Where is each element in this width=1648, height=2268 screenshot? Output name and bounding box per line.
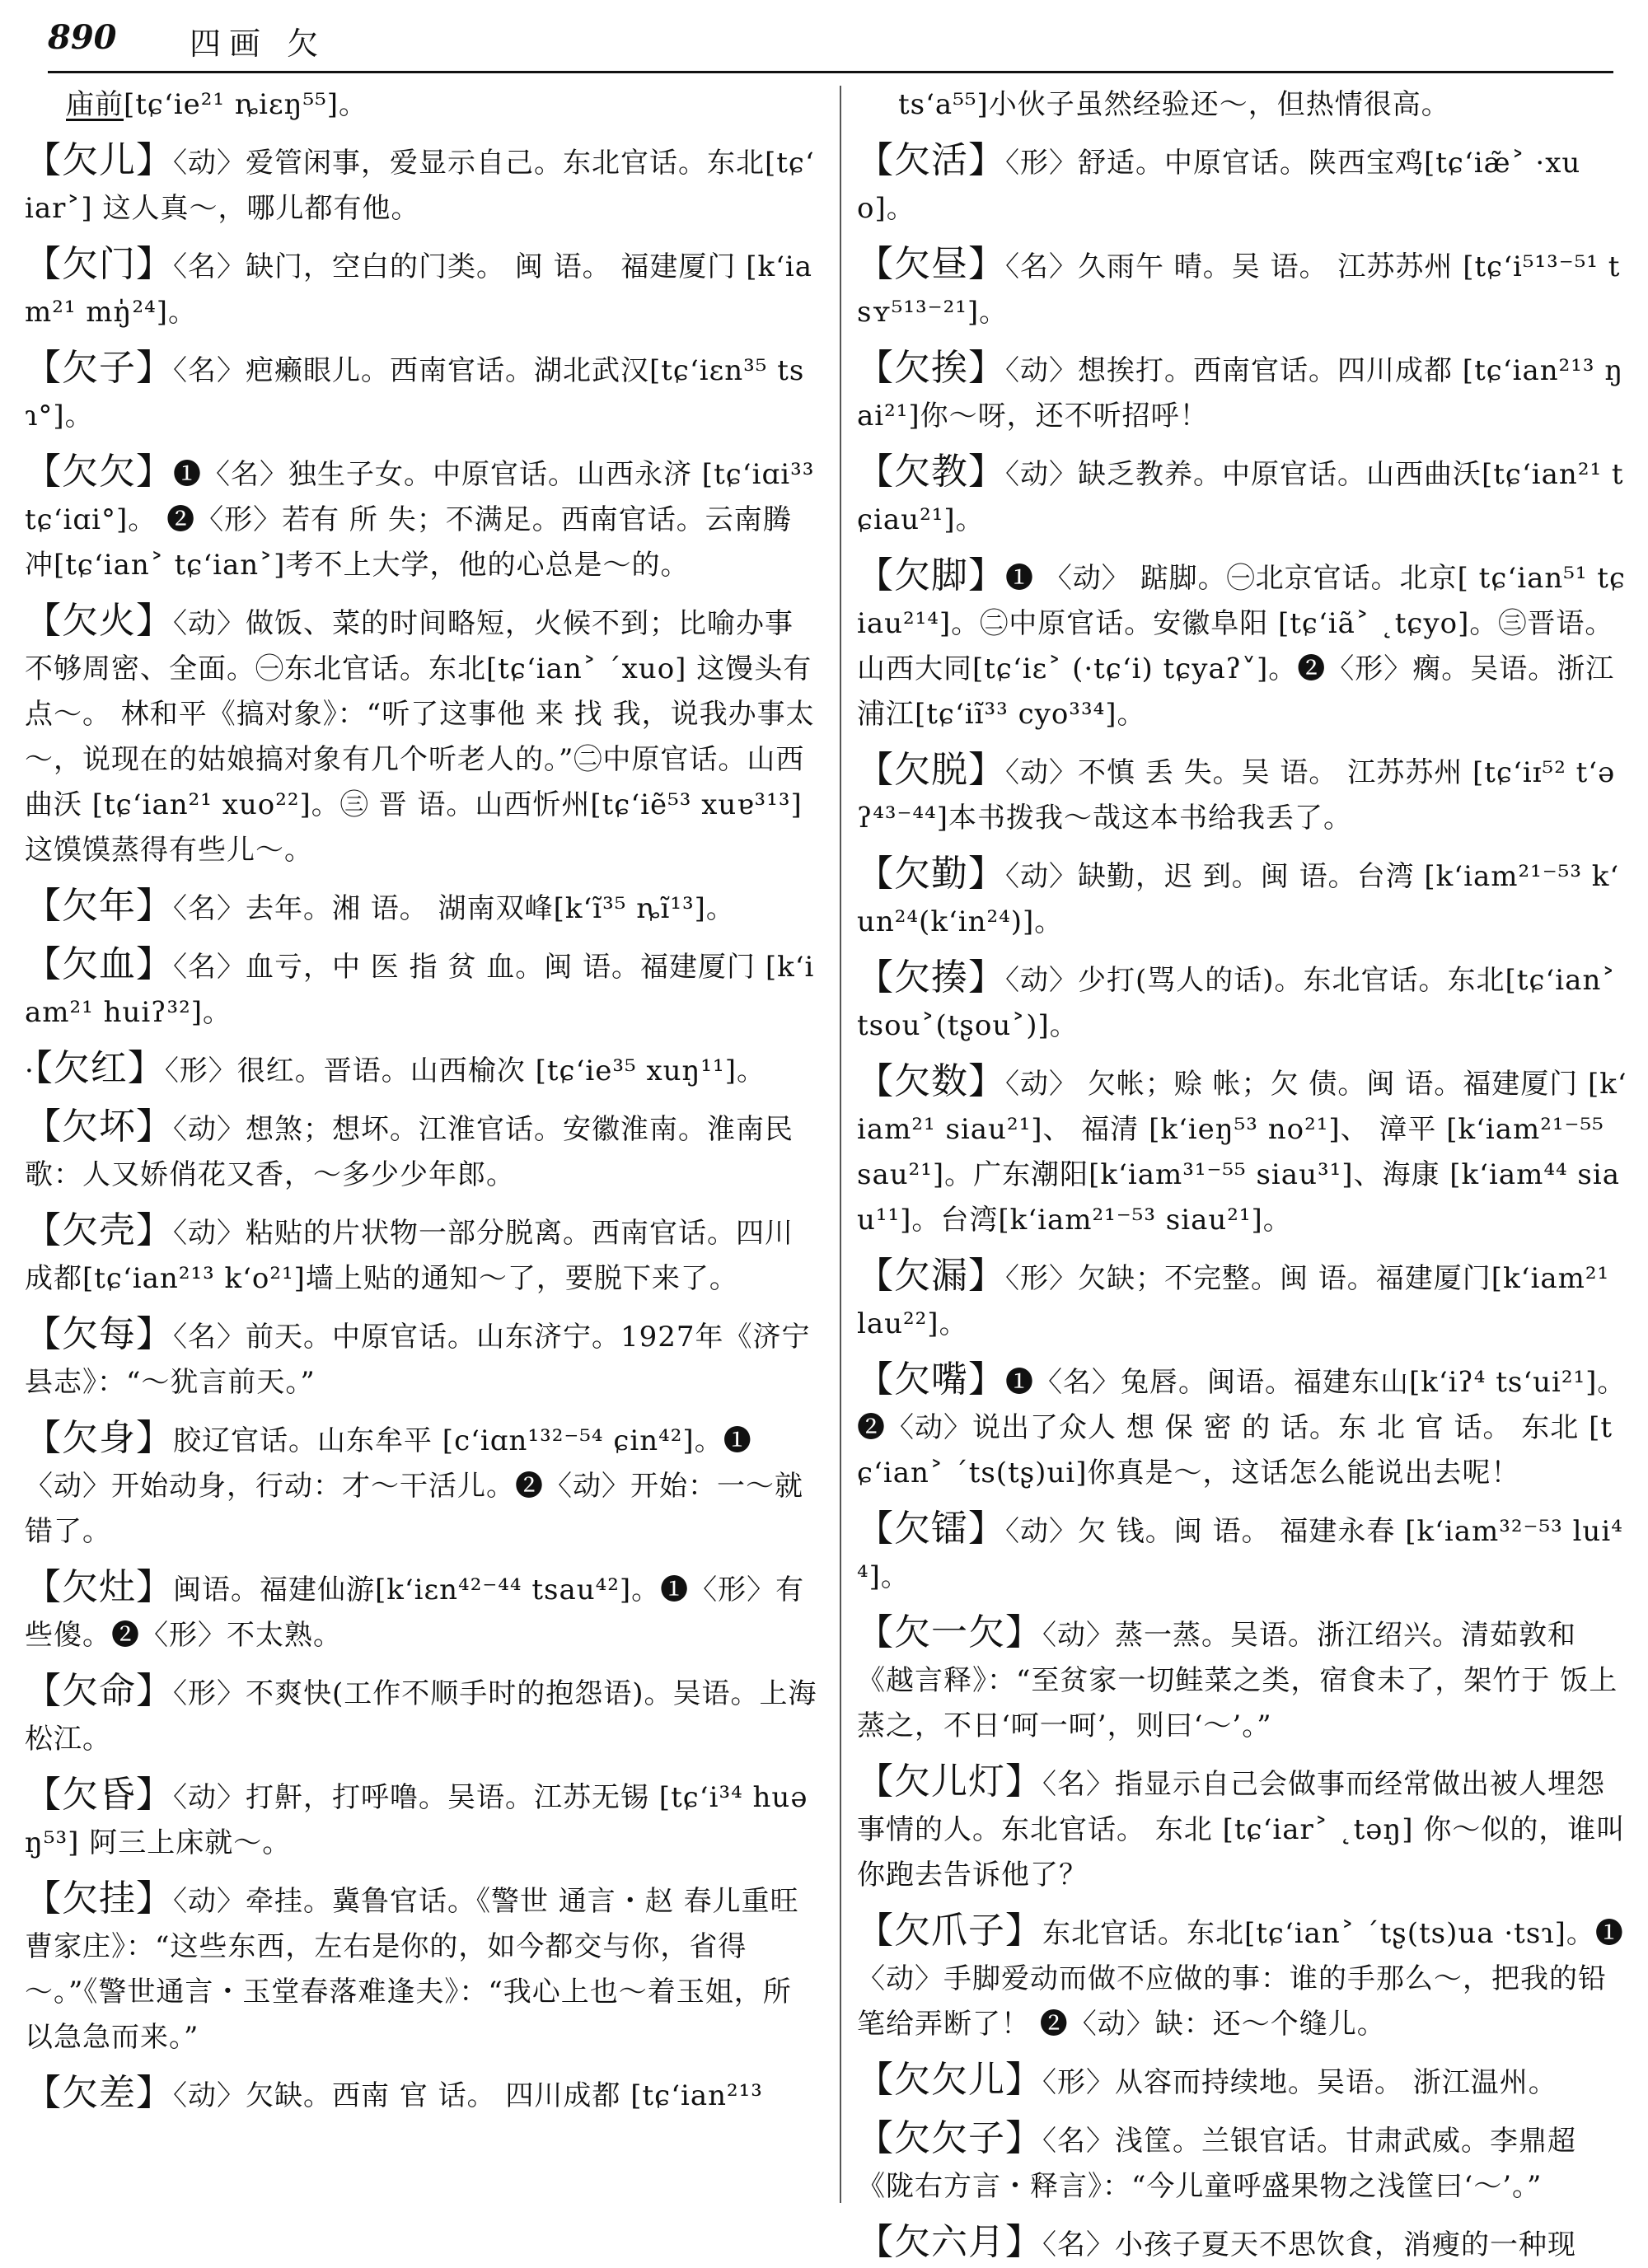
entry-definition: [tɕʻie²¹ ȵiɛŋ⁵⁵]。 bbox=[124, 88, 368, 121]
entry-headword: 【欠血】 bbox=[25, 943, 173, 985]
entry-headword: 【欠数】 bbox=[857, 1060, 1005, 1102]
dictionary-entry bbox=[857, 2219, 1627, 2268]
entry-headword: 【欠壳】 bbox=[25, 1209, 173, 1251]
entry-definition: 〈形〉欠缺；不完整。闽 语。福建厦门[kʻiam²¹ lau²²]。 bbox=[857, 1262, 1610, 1340]
entry-definition: 〈名〉疤癞眼儿。西南官话。湖北武汉[tɕʻiɛn³⁵ tsɿ°]。 bbox=[25, 354, 805, 433]
entry-headword: 【欠昼】 bbox=[857, 243, 1005, 285]
entry-definition: 〈动〉缺勤，迟 到。闽 语。台湾 [kʻiam²¹⁻⁵³ kʻun²⁴(kʻin²⁴)]。 bbox=[857, 860, 1620, 938]
entry-definition: ❶〈名〉独生子女。中原官话。山西永济 [tɕʻiɑi³³ tɕʻiɑi°]。 ❷〈形〉若有 所 失；不满足。西南官话。云南腾冲[tɕʻian˃ tɕʻian˃]考不上大学，他的心总是～的。 bbox=[25, 458, 815, 582]
dictionary-entry bbox=[25, 138, 820, 231]
page-number: 890 bbox=[48, 18, 117, 57]
dictionary-entry bbox=[857, 345, 1627, 439]
entry-definition: 〈名〉浅筐。兰银官话。甘肃武威。李鼎超《陇右方言・释言》：“今儿童呼盛果物之浅筐曰‘～’。” bbox=[857, 2125, 1576, 2203]
entry-definition: 〈形〉不爽快(工作不顺手时的抱怨语)。吴语。上海松江。 bbox=[25, 1677, 817, 1756]
dictionary-entry bbox=[857, 851, 1627, 945]
entry-headword: 【欠漏】 bbox=[857, 1255, 1005, 1297]
entry-definition: 胶辽官话。山东牟平 [cʻiɑn¹³²⁻⁵⁴ ɕin⁴²]。❶〈动〉开始动身，行动：才～干活儿。❷〈动〉开始：一～就错了。 bbox=[25, 1424, 803, 1548]
dictionary-entry bbox=[25, 241, 820, 335]
dictionary-entry bbox=[25, 598, 820, 873]
page-header bbox=[48, 0, 1613, 76]
entry-continuation bbox=[898, 79, 1627, 128]
dictionary-entry bbox=[857, 1357, 1627, 1496]
entry-definition: 〈名〉血亏，中 医 指 贫 血。闽 语。福建厦门 [kʻiam²¹ huiʔ³²]。 bbox=[25, 951, 815, 1029]
dictionary-entry bbox=[857, 2057, 1627, 2106]
entry-headword: 【欠脱】 bbox=[857, 749, 1005, 791]
dictionary-entry bbox=[857, 747, 1627, 841]
entry-headword: 【欠活】 bbox=[857, 139, 1005, 181]
entry-definition: ❶〈名〉兔唇。闽语。福建东山[kʻiʔ⁴ tsʻui²¹]。❷〈动〉说出了众人 想 保 密 的 话。东 北 官 话。 东北 [tɕʻian˃ ˊts(tʂ)ui]你真是～，这话怎么能说出去呢！ bbox=[857, 1366, 1627, 1489]
entry-headword: 【欠火】 bbox=[25, 600, 173, 642]
entry-definition: 〈动〉想煞；想坏。江淮官话。安徽淮南。淮南民歌：人又娇俏花又香，～多少少年郎。 bbox=[25, 1113, 794, 1191]
entry-headword: 【欠教】 bbox=[857, 451, 1005, 493]
entry-headword: 【欠镭】 bbox=[857, 1508, 1005, 1550]
entry-headword: 【欠年】 bbox=[25, 885, 173, 927]
entry-headword: 【欠挨】 bbox=[857, 347, 1005, 389]
entry-definition: 〈动〉蒸一蒸。吴语。浙江绍兴。清茹敦和《越言释》：“至贫家一切鲑菜之类，宿食未了，架竹于 饭上蒸之，不日‘呵一呵’，则曰‘～’。” bbox=[857, 1619, 1618, 1742]
dictionary-entry bbox=[25, 942, 820, 1036]
dictionary-entry bbox=[25, 1564, 820, 1658]
entry-headword: 【欠嘴】 bbox=[857, 1358, 1005, 1401]
entry-headword: 【欠六月】 bbox=[857, 2221, 1042, 2263]
entry-definition: 〈动〉欠 钱。闽 语。 福建永春 [kʻiam³²⁻⁵³ lui⁴⁴]。 bbox=[857, 1515, 1623, 1593]
dictionary-entry bbox=[25, 345, 820, 439]
entry-definition: 〈动〉打鼾，打呼噜。吴语。江苏无锡 [tɕʻi³⁴ huəŋ⁵³] 阿三上床就～。 bbox=[25, 1781, 808, 1859]
entry-headword: 【欠命】 bbox=[25, 1670, 173, 1712]
entry-definition: 〈名〉缺门，空白的门类。 闽 语。 福建厦门 [kʻiam²¹ mŋ̍²⁴]。 bbox=[25, 250, 813, 329]
dictionary-entry bbox=[25, 2070, 820, 2119]
entry-headword: 【欠儿】 bbox=[25, 139, 173, 181]
column-divider bbox=[840, 86, 841, 2203]
entry-definition: 〈形〉从容而持续地。吴语。 浙江温州。 bbox=[1042, 2066, 1557, 2099]
entry-definition: 〈名〉去年。湘 语。 湖南双峰[kʻĩ³⁵ ȵĩ¹³]。 bbox=[173, 892, 735, 925]
dictionary-entry bbox=[25, 1668, 820, 1762]
dictionary-entry bbox=[857, 955, 1627, 1049]
entry-definition: 〈动〉想挨打。西南官话。四川成都 [tɕʻian²¹³ ŋai²¹]你～呀，还不听招呼！ bbox=[857, 354, 1624, 433]
entry-continuation bbox=[66, 79, 820, 128]
entry-headword: 【欠灶】 bbox=[25, 1566, 173, 1608]
entry-headword: 【欠爪子】 bbox=[857, 1910, 1042, 1952]
dictionary-entry bbox=[857, 2116, 1627, 2210]
entry-headword: 【欠脚】 bbox=[857, 554, 1005, 596]
entry-definition: 闽语。福建仙游[kʻiɛn⁴²⁻⁴⁴ tsau⁴²]。❶〈形〉有些傻。❷〈形〉不太熟。 bbox=[25, 1574, 805, 1652]
entry-definition: 〈动〉缺乏教养。中原官话。山西曲沃[tɕʻian²¹ tɕiau²¹]。 bbox=[857, 458, 1624, 536]
dictionary-entry bbox=[857, 1059, 1627, 1243]
entry-definition: 东北官话。东北[tɕʻian˃ ˊtʂ(ts)ua ·tsɿ]。❶〈动〉手脚爱动而做不应做的事：谁的手那么～，把我的铅笔给弄断了！ ❷〈动〉缺：还～个缝儿。 bbox=[857, 1917, 1624, 2041]
dictionary-entry bbox=[25, 1312, 820, 1405]
dictionary-entry bbox=[25, 1415, 820, 1555]
entry-headword: 【欠儿灯】 bbox=[857, 1761, 1042, 1803]
dictionary-entry bbox=[25, 1208, 820, 1302]
dictionary-entry bbox=[857, 1908, 1627, 2047]
entry-location: 庙前 bbox=[66, 88, 124, 121]
entry-definition: 〈名〉小孩子夏天不思饮食，消瘦的一种现 bbox=[1042, 2228, 1576, 2261]
entry-definition: 〈动〉牵挂。冀鲁官话。《警世 通言・赵 春儿重旺曹家庄》：“这些东西，左右是你的，如今都交与你，省得～。”《警世通言・玉堂春落难逢夫》：“我心上也～着玉姐，所以急急而来。” bbox=[25, 1885, 799, 2054]
entry-headword: 【欠欠儿】 bbox=[857, 2059, 1042, 2101]
entry-definition: 〈名〉前天。中原官话。山东济宁。1927年《济宁县志》：“～犹言前天。” bbox=[25, 1321, 811, 1399]
entry-definition: 〈动〉欠缺。西南 官 话。 四川成都 [tɕʻian²¹³ bbox=[173, 2079, 763, 2112]
entry-headword: 【欠揍】 bbox=[857, 956, 1005, 998]
entry-definition: 〈动〉粘贴的片状物一部分脱离。西南官话。四川成都[tɕʻian²¹³ kʻo²¹]墙上贴的通知～了，要脱下来了。 bbox=[25, 1217, 794, 1295]
entry-headword: 【欠红】 bbox=[34, 1047, 165, 1089]
entry-definition: 〈动〉少打(骂人的话)。东北官话。东北[tɕʻian˃ tsou˃(tʂou˃)]。 bbox=[857, 964, 1617, 1042]
dictionary-entry bbox=[25, 1045, 820, 1094]
dictionary-entry bbox=[25, 1876, 820, 2060]
header-rule bbox=[48, 71, 1613, 73]
dictionary-entry bbox=[857, 1610, 1627, 1749]
dictionary-entry bbox=[857, 1506, 1627, 1600]
dictionary-entry bbox=[857, 138, 1627, 231]
section-label: 四画 欠 bbox=[190, 26, 327, 62]
entry-marker: · bbox=[25, 1055, 35, 1087]
entry-definition: 〈动〉不慎 丢 失。吴 语。 江苏苏州 [tɕʻiɪ⁵² tʻəʔ⁴³⁻⁴⁴]本书拨我～哉这本书给我丢了。 bbox=[857, 756, 1616, 835]
dictionary-entry bbox=[25, 1772, 820, 1866]
entry-definition: 〈名〉指显示自己会做事而经常做出被人埋怨事情的人。东北官话。 东北 [tɕʻiar˃ ˛təŋ] 你～似的，谁叫你跑去告诉他了？ bbox=[857, 1768, 1626, 1892]
entry-definition: 〈动〉爱管闲事，爱显示自己。东北官话。东北[tɕʻiar˃] 这人真～，哪儿都有他。 bbox=[25, 147, 815, 225]
entry-headword: 【欠一欠】 bbox=[857, 1611, 1042, 1653]
entry-headword: 【欠差】 bbox=[25, 2072, 173, 2114]
entry-headword: 【欠昏】 bbox=[25, 1774, 173, 1816]
entry-definition: 〈动〉做饭、菜的时间略短，火候不到；比喻办事不够周密、全面。㊀东北官话。东北[tɕʻian˃ ˊxuo] 这馒头有点～。 林和平《搞对象》：“听了这事他 来 找 我，说我办事太～，说现在的姑娘搞对象有几个听老人的。”㊁中原官话。山西曲沃 [tɕʻian²¹ xuo²²]。㊂ 晋 语。山西忻州[tɕʻiẽ⁵³ xuɐ³¹³]这馍馍蒸得有些儿～。 bbox=[25, 607, 815, 867]
entry-definition: tsʻa⁵⁵]小伙子虽然经验还～，但热情很高。 bbox=[898, 88, 1450, 121]
dictionary-entry bbox=[25, 1104, 820, 1198]
dictionary-entry bbox=[857, 449, 1627, 543]
entry-headword: 【欠门】 bbox=[25, 243, 173, 285]
entry-definition: ❶ 〈动〉 踮脚。㊀北京官话。北京[ tɕʻian⁵¹ tɕiau²¹⁴]。㊁中原官话。安徽阜阳 [tɕʻiã˃ ˛tɕyo]。㊂晋语。山西大同[tɕʻiɛ˃ (·tɕʻi) tɕyaʔ˅]。❷〈形〉瘸。吴语。浙江浦江[tɕʻiĩ³³ cyo³³⁴]。 bbox=[857, 562, 1627, 731]
entry-headword: 【欠挂】 bbox=[25, 1878, 173, 1920]
right-column bbox=[857, 79, 1627, 2263]
dictionary-entry bbox=[857, 241, 1627, 335]
entry-definition: 〈动〉 欠帐；赊 帐；欠 债。闽 语。福建厦门 [kʻiam²¹ siau²¹]、 福清 [kʻieŋ⁵³ no²¹]、 漳平 [kʻiam²¹⁻⁵⁵ sau²¹]。广东潮阳[kʻiam³¹⁻⁵⁵ siau³¹]、海康 [kʻiam⁴⁴ siau¹¹]。台湾[kʻiam²¹⁻⁵³ siau²¹]。 bbox=[857, 1068, 1627, 1237]
entry-headword: 【欠身】 bbox=[25, 1417, 173, 1459]
entry-definition: 〈形〉很红。晋语。山西榆次 [tɕʻie³⁵ xuŋ¹¹]。 bbox=[164, 1055, 765, 1087]
entry-headword: 【欠坏】 bbox=[25, 1106, 173, 1148]
dictionary-entry bbox=[857, 1253, 1627, 1347]
entry-headword: 【欠欠子】 bbox=[857, 2117, 1042, 2159]
entry-definition: 〈形〉舒适。中原官话。陕西宝鸡[tɕʻiæ̃˃ ·xuo]。 bbox=[857, 147, 1581, 225]
entry-headword: 【欠勤】 bbox=[857, 853, 1005, 895]
left-column bbox=[25, 79, 820, 2221]
entry-headword: 【欠子】 bbox=[25, 347, 173, 389]
dictionary-entry bbox=[25, 883, 820, 932]
dictionary-entry bbox=[857, 1759, 1627, 1898]
entry-headword: 【欠每】 bbox=[25, 1313, 173, 1355]
dictionary-entry bbox=[25, 449, 820, 588]
dictionary-entry bbox=[857, 553, 1627, 737]
entry-definition: 〈名〉久雨午 晴。吴 语。 江苏苏州 [tɕʻi⁵¹³⁻⁵¹ tsʏ⁵¹³⁻²¹]。 bbox=[857, 250, 1621, 329]
entry-headword: 【欠欠】 bbox=[25, 451, 173, 493]
